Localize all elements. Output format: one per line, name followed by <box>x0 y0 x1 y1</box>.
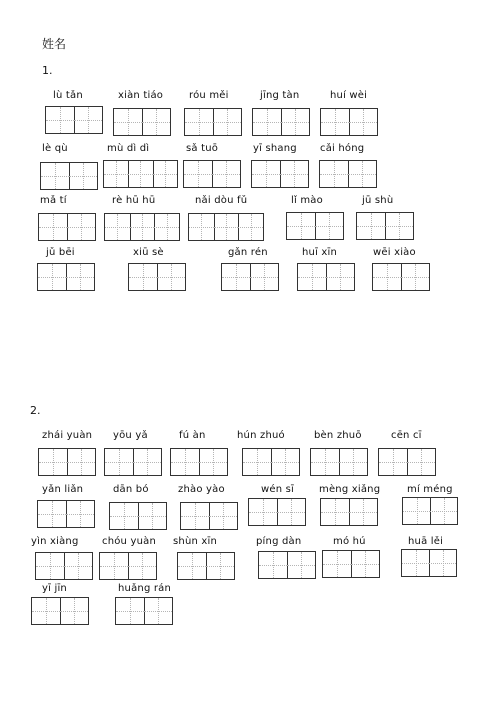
pinyin-label: jīng tàn <box>260 90 300 101</box>
pinyin-label: mí méng <box>407 484 453 495</box>
writing-box[interactable] <box>320 498 378 526</box>
writing-box[interactable] <box>109 502 167 530</box>
pinyin-label: yī jīn <box>42 583 67 594</box>
writing-box[interactable] <box>37 263 95 291</box>
pinyin-label: gǎn rén <box>228 247 268 258</box>
writing-box[interactable] <box>170 448 228 476</box>
writing-box[interactable] <box>297 263 355 291</box>
writing-box[interactable] <box>113 108 171 136</box>
writing-box[interactable] <box>402 497 458 525</box>
pinyin-label: róu měi <box>189 90 229 101</box>
writing-box[interactable] <box>184 108 242 136</box>
pinyin-label: mǎ tí <box>40 195 67 206</box>
pinyin-label: nǎi dòu fǔ <box>195 195 248 206</box>
pinyin-label: dān bó <box>113 484 149 495</box>
pinyin-label: yǎn liǎn <box>42 484 84 495</box>
pinyin-label: jū shù <box>362 195 394 206</box>
writing-box[interactable] <box>251 160 309 188</box>
writing-box-three[interactable] <box>104 213 180 241</box>
pinyin-label: lǐ mào <box>291 195 323 206</box>
writing-box[interactable] <box>104 448 162 476</box>
writing-box[interactable] <box>99 552 157 580</box>
writing-box[interactable] <box>180 502 238 530</box>
writing-box[interactable] <box>177 552 235 580</box>
writing-box[interactable] <box>319 160 377 188</box>
writing-box[interactable] <box>35 552 93 580</box>
pinyin-label: yìn xiàng <box>31 536 79 547</box>
pinyin-label: chóu yuàn <box>102 536 156 547</box>
writing-box[interactable] <box>45 106 103 134</box>
pinyin-label: mù dì dì <box>107 143 150 154</box>
writing-box[interactable] <box>31 597 89 625</box>
writing-box-three[interactable] <box>188 213 264 241</box>
pinyin-label: lù tǎn <box>53 90 83 101</box>
writing-box[interactable] <box>356 212 414 240</box>
writing-box[interactable] <box>258 551 316 579</box>
pinyin-label: mèng xiǎng <box>319 484 381 495</box>
pinyin-label: mó hú <box>333 536 366 547</box>
pinyin-label: cǎi hóng <box>320 143 365 154</box>
pinyin-label: xiū sè <box>133 247 164 258</box>
writing-box[interactable] <box>128 263 186 291</box>
pinyin-label: huǎng rán <box>118 583 172 594</box>
writing-box-three[interactable] <box>103 160 178 188</box>
section-2-number: 2. <box>30 404 41 417</box>
section-1-number: 1. <box>42 64 53 77</box>
pinyin-label: píng dàn <box>256 536 302 547</box>
writing-box[interactable] <box>378 448 436 476</box>
writing-box[interactable] <box>242 448 300 476</box>
pinyin-label: fú àn <box>179 430 206 441</box>
writing-box[interactable] <box>320 108 378 136</box>
pinyin-label: rè hū hū <box>112 195 156 206</box>
writing-box[interactable] <box>221 263 279 291</box>
writing-box[interactable] <box>37 500 95 528</box>
pinyin-label: zhào yào <box>178 484 225 495</box>
writing-box[interactable] <box>310 448 368 476</box>
pinyin-label: wén sī <box>261 484 295 495</box>
writing-box[interactable] <box>183 160 241 188</box>
pinyin-label: jǔ bēi <box>46 247 75 258</box>
writing-box[interactable] <box>372 263 430 291</box>
name-label: 姓名 <box>42 37 67 51</box>
pinyin-label: sǎ tuō <box>186 143 219 154</box>
pinyin-label: wēi xiào <box>373 247 416 258</box>
writing-box[interactable] <box>401 549 457 577</box>
pinyin-label: huí wèi <box>330 90 368 101</box>
writing-box[interactable] <box>252 108 310 136</box>
pinyin-label: bèn zhuō <box>314 430 362 441</box>
writing-box[interactable] <box>248 498 306 526</box>
pinyin-label: hún zhuó <box>237 430 285 441</box>
pinyin-label: yōu yǎ <box>113 430 148 441</box>
writing-box[interactable] <box>40 162 98 190</box>
pinyin-label: cēn cī <box>391 430 422 441</box>
writing-box[interactable] <box>322 550 380 578</box>
pinyin-label: yī shang <box>253 143 297 154</box>
pinyin-label: huī xīn <box>302 247 338 258</box>
writing-box[interactable] <box>115 597 173 625</box>
pinyin-label: lè qù <box>42 143 68 154</box>
writing-box[interactable] <box>38 213 96 241</box>
pinyin-label: shùn xīn <box>173 536 218 547</box>
writing-box[interactable] <box>38 448 96 476</box>
writing-box[interactable] <box>286 212 344 240</box>
pinyin-label: xiàn tiáo <box>118 90 164 101</box>
pinyin-label: zhái yuàn <box>42 430 93 441</box>
pinyin-label: huā lěi <box>408 536 444 547</box>
